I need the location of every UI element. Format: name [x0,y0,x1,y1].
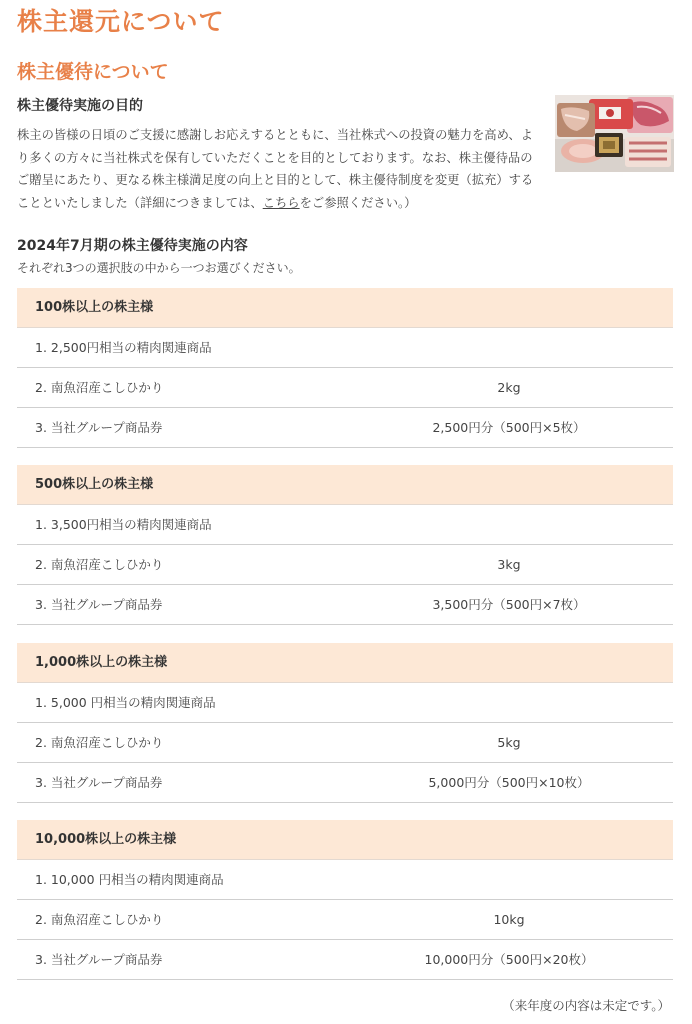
table-row [17,585,673,625]
meat-products-photo [555,95,674,172]
footnote: （来年度の内容は未定です。） [502,998,670,1013]
benefit-value: 10kg [493,912,525,927]
purpose-text-before-link: 株主の皆様の日頃のご支援に感謝しお応えするとともに、当社株式への投資の魅力を高め、より多くの方々に当社株式を保有していただくことを目的としております。なお、株主優待品のご贈呈にあたり、更なる株主様満足度の向上と目的として、株主優待制度を変更（拡充）することといたしました（詳細につきましては、 [17,128,534,210]
benefit-value: 2kg [497,380,521,395]
table-row [17,940,673,980]
benefit-value: 5kg [497,735,521,750]
tier-500-shares [17,465,673,625]
table-row [17,860,673,900]
benefit-item: 3. 当社グループ商品券 [35,775,163,790]
purpose-text [17,124,542,214]
benefit-item: 3. 当社グループ商品券 [35,597,163,612]
table-row [17,723,673,763]
table-row [17,368,673,408]
benefit-value: 3kg [497,557,521,572]
purpose-heading: 株主優待実施の目的 [17,98,143,114]
benefit-item: 2. 南魚沼産こしひかり [35,912,164,927]
benefit-item: 2. 南魚沼産こしひかり [35,735,164,750]
table-row [17,763,673,803]
purpose-text-after-link: をご参照ください。） [299,195,417,210]
tier-10000-shares [17,820,673,980]
table-row [17,683,673,723]
tier-header: 10,000株以上の株主様 [17,820,673,860]
table-row [17,408,673,448]
benefit-value: 5,000円分（500円×10枚） [428,775,590,790]
benefit-value: 10,000円分（500円×20枚） [424,952,594,967]
page-title: 株主還元について [17,7,225,36]
meat-products-image [555,95,674,172]
benefit-item: 2. 南魚沼産こしひかり [35,557,164,572]
benefit-item: 1. 3,500円相当の精肉関連商品 [35,517,212,532]
benefit-item: 1. 10,000 円相当の精肉関連商品 [35,872,224,887]
selection-note: それぞれ3つの選択肢の中から一つお選びください。 [17,261,301,275]
benefit-value: 3,500円分（500円×7枚） [432,597,586,612]
table-row [17,328,673,368]
details-heading: 2024年7月期の株主優待実施の内容 [17,238,248,254]
section-title: 株主優待について [17,61,169,83]
table-row [17,900,673,940]
tier-1000-shares [17,643,673,803]
details-link[interactable]: こちら [262,195,300,210]
benefit-item: 3. 当社グループ商品券 [35,420,163,435]
tier-header: 500株以上の株主様 [17,465,673,505]
benefit-value: 2,500円分（500円×5枚） [432,420,586,435]
tier-header: 100株以上の株主様 [17,288,673,328]
tier-header: 1,000株以上の株主様 [17,643,673,683]
benefit-item: 1. 5,000 円相当の精肉関連商品 [35,695,216,710]
table-row [17,545,673,585]
table-row [17,505,673,545]
tier-100-shares [17,288,673,448]
benefit-item: 1. 2,500円相当の精肉関連商品 [35,340,212,355]
benefit-item: 2. 南魚沼産こしひかり [35,380,164,395]
benefit-item: 3. 当社グループ商品券 [35,952,163,967]
